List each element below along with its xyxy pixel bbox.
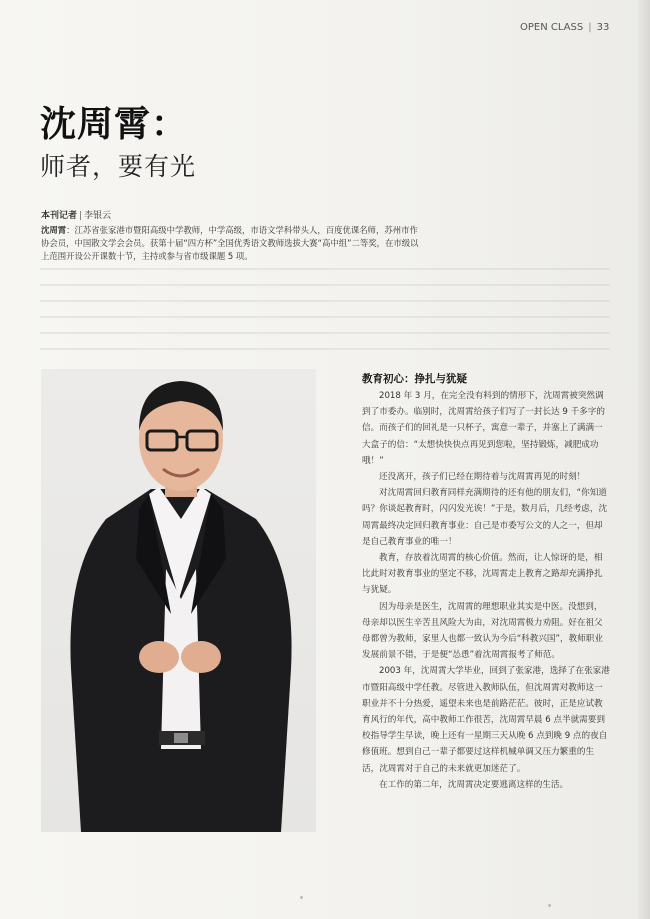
running-header (520, 22, 609, 33)
byline-name: 李银云 (84, 211, 112, 221)
bleed-through-texture (40, 268, 610, 358)
paragraph: 还没离开，孩子们已经在期待着与沈周霄再见的时刻！ (379, 472, 586, 483)
byline-separator: | (79, 211, 83, 221)
paragraph: 2018 年 3 月，在完全没有料到的情形下，沈周霄被突然调到了市委办。临别时，沈周霄给孩子们写了一封长达 9 千多字的信。而孩子们的回礼是一只杯子，寓意一辈子，并塞上了满满一大盒子的信：“太想快快快点再见到您啦，坚持锻炼，减肥成功哦！” (362, 391, 605, 466)
paragraph: 对沈周霄回归教育同样充满期待的还有他的朋友们，“你知道吗？你谈起教育时，闪闪发光诶！”于是，数月后，几经考虑，沈周霄最终决定回归教育事业：自己是市委写公文的人之一，但却是自己教育事业的唯一！ (362, 488, 608, 547)
header-separator: | (588, 22, 592, 33)
page-spine (638, 0, 650, 919)
print-speck (548, 904, 551, 907)
paragraph: 因为母亲是医生，沈周霄的理想职业其实是中医。没想到，母亲却以医生辛苦且风险大为由，对沈周霄极力劝阻。好在祖父母都曾为教师，家里人也都一致认为今后“科教兴国”，教师职业发展前景不错，于是便“怂恿”着沈周霄报考了师范。 (362, 601, 603, 661)
print-speck (300, 896, 303, 899)
portrait-illustration (41, 369, 316, 832)
article-body (362, 388, 610, 793)
author-bio (41, 224, 421, 263)
section-name: OPEN CLASS (520, 22, 584, 33)
paragraph: 教育，存放着沈周霄的核心价值。然而，让人惊讶的是，相比此时对教育事业的坚定不移，沈周霄走上教育之路却充满挣扎与犹疑。 (362, 553, 603, 596)
bio-name: 沈周霄 (41, 225, 67, 235)
article-subtitle: 师者，要有光 (40, 152, 197, 181)
paragraph: 2003 年，沈周霄大学毕业，回到了张家港，选择了在张家港市暨阳高级中学任教。尽管进入教师队伍，但沈周霄对教师这一职业并不十分热爱，遥望未来也是前路茫茫。彼时，正是应试教育风行的年代，高中教师工作很苦，沈周霄早晨 6 点半就需要到校指导学生早读，晚上还有一星期三天从晚 6 点到晚 9 点的夜自修值班。想到自己一辈子都要过这样机械单调又压力繁重的生活，沈周霄对于自己的未来就更加迷茫了。 (362, 666, 610, 774)
page-number: 33 (596, 22, 610, 33)
portrait-photo (41, 369, 316, 832)
section-heading: 教育初心：挣扎与犹疑 (362, 373, 467, 385)
byline (41, 208, 111, 221)
article-title: 沈周霄： (40, 104, 189, 145)
paragraph: 在工作的第二年，沈周霄决定要逃离这样的生活。 (379, 779, 569, 790)
bio-text: ：江苏省张家港市暨阳高级中学教师，中学高级，市语文学科带头人，百度优课名师，苏州市作协会员，中国散文学会会员。获第十届“四方杯”全国优秀语文教师选拔大赛“高中组”二等奖，在市级以上范围开设公开课数十节，主持或参与省市级课题 5 项。 (41, 225, 419, 261)
byline-label: 本刊记者 (41, 211, 78, 221)
